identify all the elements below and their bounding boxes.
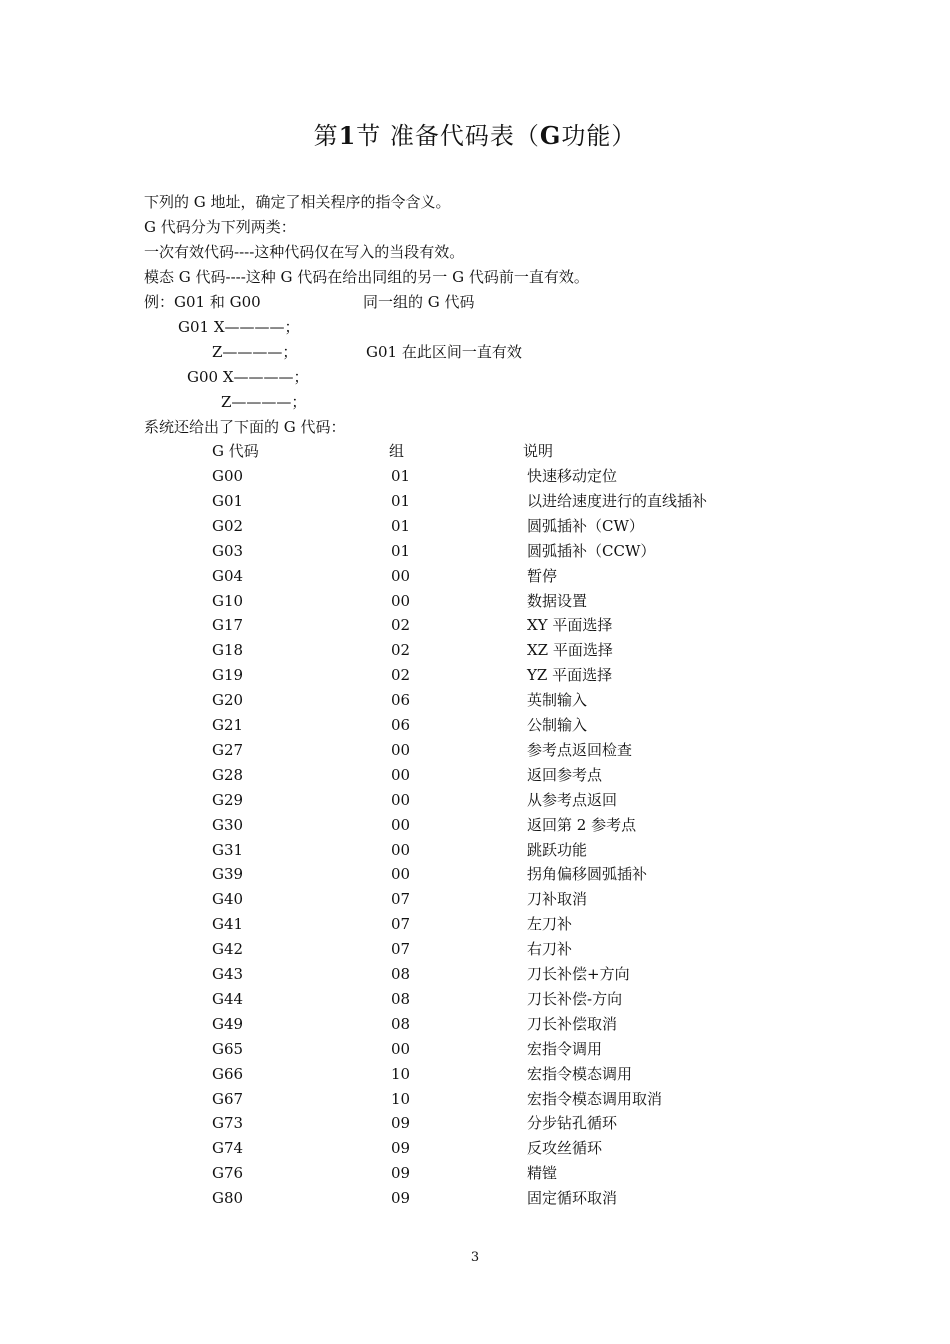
code-cell: G80 [212, 1189, 244, 1207]
intro-line: 下列的 G 地址，确定了相关程序的指令含义。 [144, 193, 451, 211]
description-cell: 圆弧插补（CW） [527, 517, 644, 535]
code-cell: G73 [212, 1114, 244, 1132]
description-cell: 宏指令调用 [527, 1040, 603, 1058]
description-cell: 返回第 2 参考点 [527, 816, 637, 834]
code-cell: G04 [212, 567, 244, 585]
description-cell: 暂停 [527, 567, 558, 585]
description-cell: 分步钻孔循环 [527, 1114, 618, 1132]
description-cell: 刀长补偿+方向 [527, 965, 630, 983]
code-cell: G40 [212, 890, 244, 908]
group-cell: 06 [391, 691, 411, 709]
title-g: G [539, 121, 562, 150]
description-cell: 固定循环取消 [527, 1189, 618, 1207]
description-cell: 宏指令模态调用取消 [527, 1090, 663, 1108]
example-line: G01 X————； [178, 318, 300, 336]
code-cell: G02 [212, 517, 244, 535]
code-cell: G17 [212, 616, 244, 634]
example-note: 同一组的 G 代码 [363, 293, 475, 311]
code-cell: G66 [212, 1065, 244, 1083]
description-cell: 拐角偏移圆弧插补 [527, 865, 648, 883]
description-cell: 宏指令模态调用 [527, 1065, 633, 1083]
description-cell: YZ 平面选择 [527, 666, 613, 684]
description-cell: 精镗 [527, 1164, 558, 1182]
code-cell: G01 [212, 492, 244, 510]
example-line: Z————； [212, 343, 298, 361]
group-cell: 00 [391, 766, 411, 784]
description-cell: 公制输入 [527, 716, 588, 734]
example-line: Z————； [221, 393, 307, 411]
group-cell: 10 [391, 1090, 411, 1108]
group-cell: 01 [391, 467, 411, 485]
group-cell: 01 [391, 517, 411, 535]
code-cell: G03 [212, 542, 244, 560]
group-cell: 09 [391, 1189, 411, 1207]
code-cell: G00 [212, 467, 244, 485]
group-cell: 01 [391, 542, 411, 560]
description-cell: XY 平面选择 [527, 616, 613, 634]
page-number: 3 [470, 1250, 480, 1265]
code-cell: G27 [212, 741, 244, 759]
title-suffix: 功能） [561, 122, 637, 150]
description-cell: 参考点返回检查 [527, 741, 633, 759]
group-cell: 08 [391, 965, 411, 983]
group-cell: 09 [391, 1139, 411, 1157]
code-cell: G28 [212, 766, 244, 784]
group-cell: 07 [391, 940, 411, 958]
group-cell: 00 [391, 1040, 411, 1058]
description-cell: XZ 平面选择 [527, 641, 613, 659]
code-cell: G19 [212, 666, 244, 684]
code-cell: G39 [212, 865, 244, 883]
group-cell: 02 [391, 641, 411, 659]
example-note: G01 在此区间一直有效 [366, 343, 522, 361]
code-cell: G43 [212, 965, 244, 983]
description-cell: 数据设置 [527, 592, 588, 610]
group-cell: 09 [391, 1114, 411, 1132]
intro-line: 一次有效代码----这种代码仅在写入的当段有效。 [144, 243, 465, 261]
code-cell: G49 [212, 1015, 244, 1033]
intro-line: G 代码分为下列两类： [144, 218, 296, 236]
description-cell: 快速移动定位 [527, 467, 618, 485]
code-cell: G41 [212, 915, 244, 933]
title-middle: 节 准备代码表（ [356, 122, 540, 150]
code-cell: G10 [212, 592, 244, 610]
code-cell: G44 [212, 990, 244, 1008]
group-cell: 09 [391, 1164, 411, 1182]
description-cell: 刀补取消 [527, 890, 588, 908]
code-cell: G76 [212, 1164, 244, 1182]
code-cell: G42 [212, 940, 244, 958]
group-cell: 00 [391, 592, 411, 610]
description-cell: 左刀补 [527, 915, 573, 933]
code-cell: G74 [212, 1139, 244, 1157]
group-cell: 06 [391, 716, 411, 734]
description-cell: 右刀补 [527, 940, 573, 958]
description-cell: 刀长补偿取消 [527, 1015, 618, 1033]
table-header-code: G 代码 [212, 442, 259, 460]
description-cell: 返回参考点 [527, 766, 603, 784]
group-cell: 00 [391, 567, 411, 585]
description-cell: 以进给速度进行的直线插补 [527, 492, 708, 510]
code-cell: G67 [212, 1090, 244, 1108]
code-cell: G18 [212, 641, 244, 659]
system-text: 系统还给出了下面的 G 代码： [144, 418, 346, 436]
code-cell: G29 [212, 791, 244, 809]
code-cell: G20 [212, 691, 244, 709]
group-cell: 07 [391, 915, 411, 933]
title-number: 1 [338, 121, 357, 150]
group-cell: 02 [391, 616, 411, 634]
group-cell: 10 [391, 1065, 411, 1083]
description-cell: 反攻丝循环 [527, 1139, 603, 1157]
group-cell: 00 [391, 791, 411, 809]
description-cell: 圆弧插补（CCW） [527, 542, 656, 560]
group-cell: 07 [391, 890, 411, 908]
group-cell: 08 [391, 1015, 411, 1033]
example-line: G00 X————； [187, 368, 309, 386]
group-cell: 00 [391, 841, 411, 859]
code-cell: G65 [212, 1040, 244, 1058]
code-cell: G30 [212, 816, 244, 834]
description-cell: 刀长补偿-方向 [527, 990, 623, 1008]
code-cell: G21 [212, 716, 244, 734]
example-label: 例：G01 和 G00 [144, 293, 261, 311]
group-cell: 01 [391, 492, 411, 510]
table-header-group: 组 [389, 442, 405, 460]
group-cell: 00 [391, 741, 411, 759]
code-cell: G31 [212, 841, 244, 859]
group-cell: 00 [391, 865, 411, 883]
description-cell: 跳跃功能 [527, 841, 588, 859]
group-cell: 02 [391, 666, 411, 684]
description-cell: 英制输入 [527, 691, 588, 709]
description-cell: 从参考点返回 [527, 791, 618, 809]
intro-line: 模态 G 代码----这种 G 代码在给出同组的另一 G 代码前一直有效。 [144, 268, 589, 286]
table-header-desc: 说明 [523, 442, 554, 460]
page-title [0, 116, 950, 151]
title-prefix: 第 [313, 122, 339, 150]
group-cell: 08 [391, 990, 411, 1008]
group-cell: 00 [391, 816, 411, 834]
